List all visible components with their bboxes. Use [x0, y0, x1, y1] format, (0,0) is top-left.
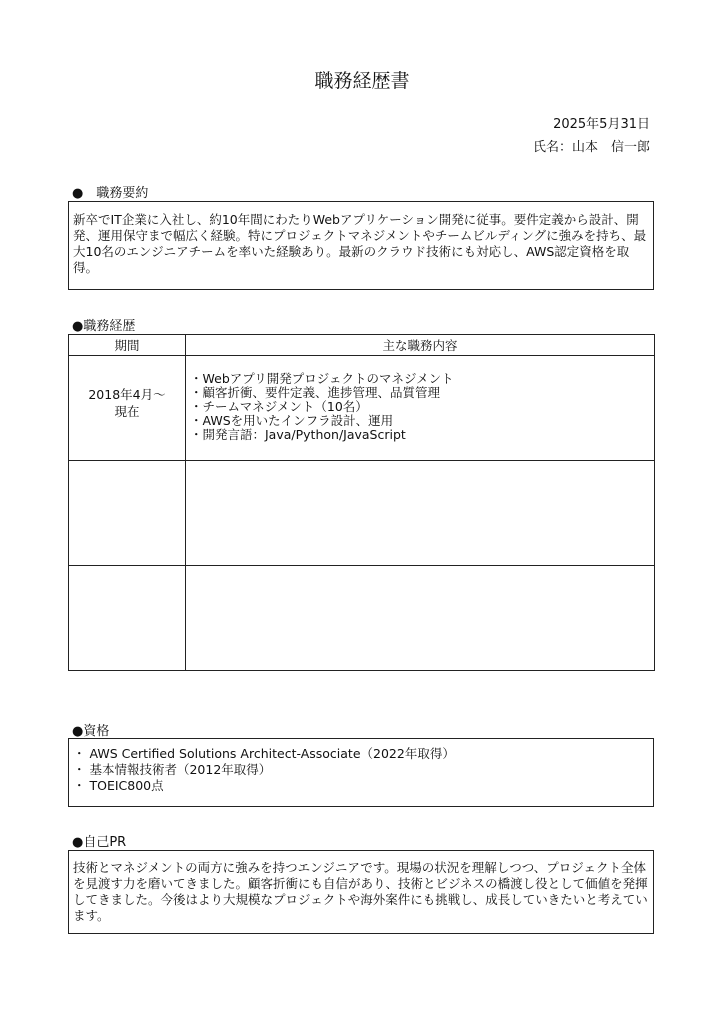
career-table-header	[69, 335, 655, 356]
list-item: ・ TOEIC800点	[73, 778, 164, 793]
duties-cell	[186, 356, 655, 461]
period-end: 現在	[114, 404, 140, 419]
list-item: ・顧客折衝、要件定義、進捗管理、品質管理	[190, 385, 441, 400]
document-date: 2025年5月31日	[553, 117, 650, 132]
list-item: ・AWSを用いたインフラ設計、運用	[190, 413, 394, 428]
qualifications-box	[68, 738, 654, 807]
qualifications-heading: ●資格	[72, 724, 110, 739]
self-pr-text: 技術とマネジメントの両方に強みを持つエンジニアです。現場の状況を理解しつつ、プロジェクト全体を見渡す力を磨いてきました。顧客折衝にも自信があり、技術とビジネスの橋渡し役として価値を発揮してきました。今後はより大規模なプロジェクトや海外案件にも挑戦し、成長していきたいと考えています。	[73, 860, 648, 923]
career-heading: ●職務経歴	[72, 319, 136, 334]
self-pr-box	[68, 850, 654, 934]
document-title: 職務経歴書	[314, 70, 410, 92]
table-row	[69, 356, 655, 461]
summary-text: 新卒でIT企業に入社し、約10年間にわたりWebアプリケーション開発に従事。要件定義から設計、開発、運用保守まで幅広く経験。特にプロジェクトマネジメントやチームビルディングに強みを持ち、最大10名のエンジニアチームを率いた経験あり。最新のクラウド技術にも対応し、AWS認定資格を取得。	[73, 212, 647, 275]
list-item: ・ AWS Certified Solutions Architect-Associate（2022年取得）	[73, 746, 455, 761]
period-start: 2018年4月～	[88, 387, 166, 402]
applicant-name	[533, 136, 650, 155]
summary-heading: ● 職務要約	[72, 186, 149, 201]
duties-cell-empty	[186, 566, 655, 671]
column-period: 期間	[69, 335, 186, 356]
period-cell-empty	[69, 461, 186, 566]
career-table	[68, 334, 655, 671]
duties-cell-empty	[186, 461, 655, 566]
list-item: ・開発言語：Java/Python/JavaScript	[190, 427, 406, 442]
self-pr-heading: ●自己PR	[72, 835, 127, 850]
column-duties: 主な職務内容	[186, 335, 655, 356]
duties-list	[190, 356, 654, 442]
list-item: ・チームマネジメント（10名）	[190, 399, 368, 414]
list-item: ・Webアプリ開発プロジェクトのマネジメント	[190, 371, 454, 386]
period-cell	[69, 356, 186, 461]
summary-box	[68, 201, 654, 290]
table-row-empty	[69, 461, 655, 566]
applicant-name-text: 氏名：山本 信一郎	[532, 140, 650, 155]
table-row-empty	[69, 566, 655, 671]
period-cell-empty	[69, 566, 186, 671]
list-item: ・ 基本情報技術者（2012年取得）	[73, 762, 272, 777]
